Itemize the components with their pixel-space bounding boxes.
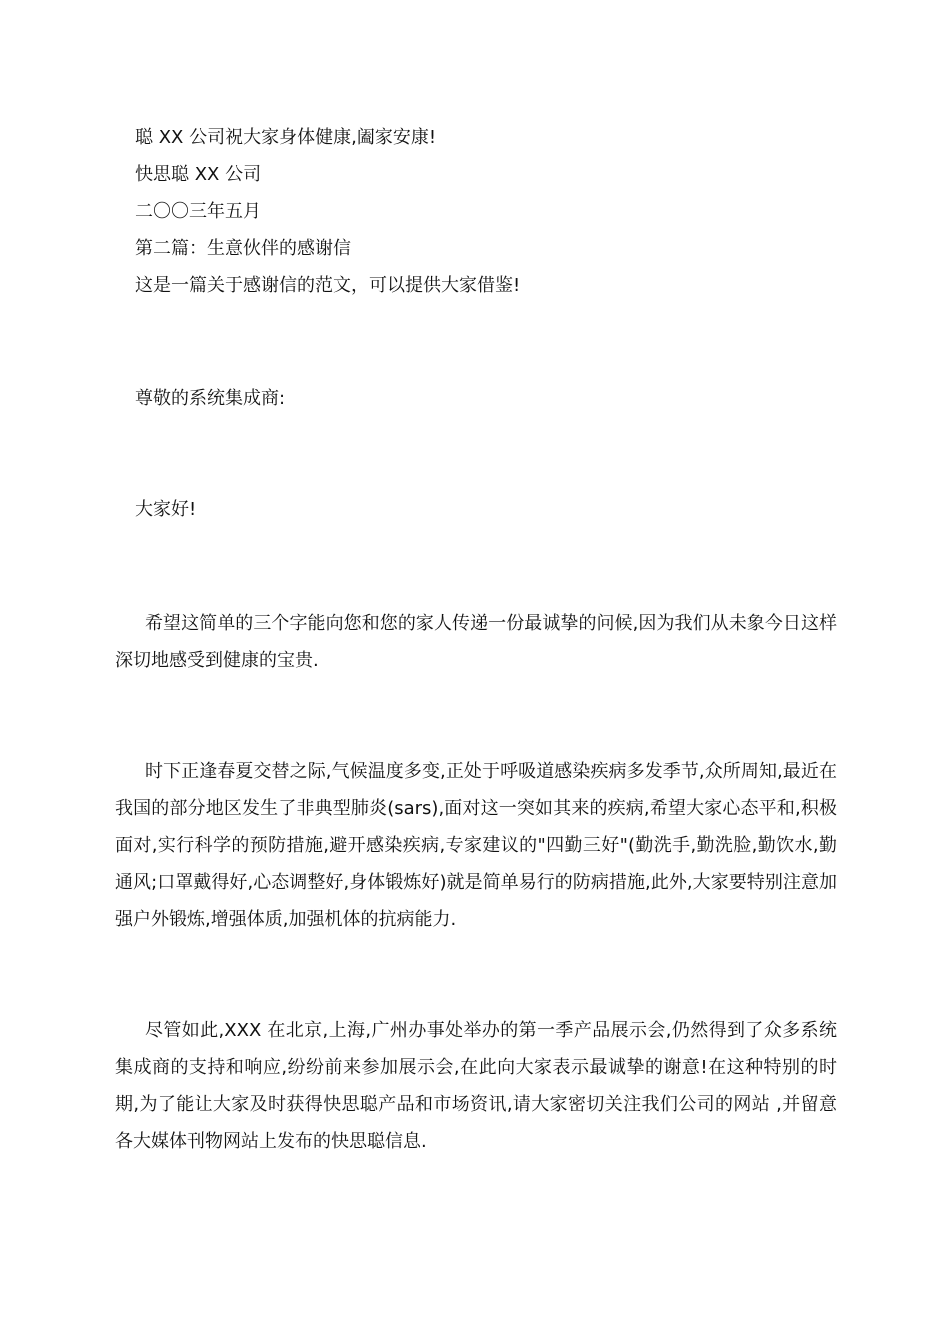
body-paragraph-2: 时下正逢春夏交替之际,气候温度多变,正处于呼吸道感染疾病多发季节,众所周知,最近在我国的部分地区发生了非典型肺炎(sars),面对这一突如其来的疾病,希望大家心态平和,积极面对,实行科学的预防措施,避开感染疾病,专家建议的"四勤三好"(勤洗手,勤洗脸,勤饮水,勤通风;口罩戴得好,心态调整好,身体锻炼好)就是简单易行的防病措施,此外,大家要特别注意加强户外锻炼,增强体质,加强机体的抗病能力. <box>115 761 837 930</box>
body-paragraph-3: 尽管如此,XXX 在北京,上海,广州办事处举办的第一季产品展示会,仍然得到了众多系统集成商的支持和响应,纷纷前来参加展示会,在此向大家表示最诚挚的谢意!在这种特别的时期,为了能让大家及时获得快思聪产品和市场资讯,请大家密切关注我们公司的网站 ,并留意各大媒体刊物网站上发布的快思聪信息. <box>115 1020 837 1152</box>
body-paragraph-1: 希望这简单的三个字能向您和您的家人传递一份最诚挚的问候,因为我们从未象今日这样深切地感受到健康的宝贵. <box>115 613 837 671</box>
salutation: 尊敬的系统集成商: <box>135 388 286 409</box>
date-line: 二〇〇三年五月 <box>135 201 261 222</box>
closing-wish-line: 聪 XX 公司祝大家身体健康,阖家安康! <box>135 127 437 148</box>
greeting: 大家好! <box>135 499 197 520</box>
intro-note: 这是一篇关于感谢信的范文，可以提供大家借鉴! <box>135 275 521 296</box>
section-title: 第二篇：生意伙伴的感谢信 <box>135 238 351 259</box>
signature-line: 快思聪 XX 公司 <box>135 164 262 185</box>
